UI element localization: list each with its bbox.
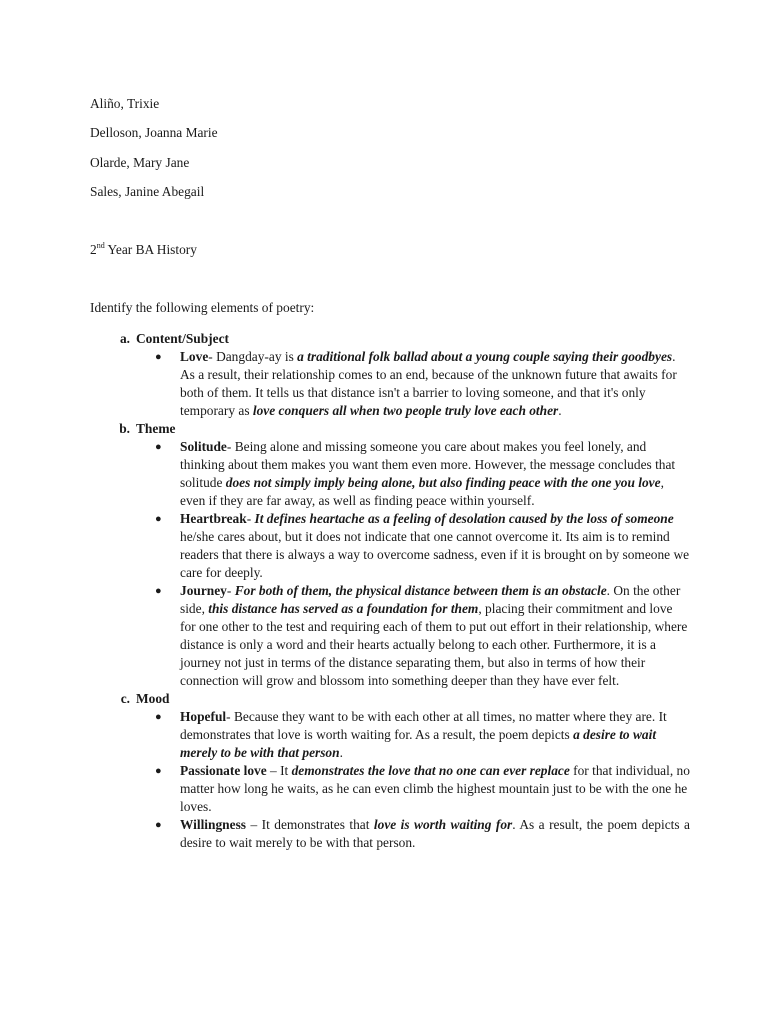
- body-text: -: [246, 511, 255, 526]
- bullet-icon: ●: [155, 585, 162, 597]
- emphasis-text: love is worth waiting for: [373, 817, 513, 832]
- bullet-icon: ●: [155, 765, 162, 777]
- author-name: Sales, Janine Abegail: [90, 184, 205, 200]
- bullet-icon: ●: [155, 441, 162, 453]
- term-label: Journey: [180, 583, 227, 598]
- body-text: .: [558, 403, 562, 418]
- section-title: Content/Subject: [136, 331, 229, 346]
- term-label: Solitude: [180, 439, 227, 454]
- bullet-icon: ●: [155, 711, 162, 723]
- bullet-icon: ●: [155, 513, 162, 525]
- section-heading: [90, 690, 690, 708]
- body-text: – It: [266, 763, 292, 778]
- list-item: [155, 348, 690, 420]
- section-letter: a.: [119, 331, 130, 346]
- bullet-list: [90, 348, 690, 420]
- year-number: 2: [90, 242, 97, 257]
- list-item: [155, 708, 690, 762]
- section-title: Theme: [136, 421, 176, 436]
- emphasis-text: For both of them, the physical distance between them is an obstacle: [234, 583, 607, 598]
- bullet-list: [90, 438, 690, 690]
- emphasis-text: love conquers all when two people truly love each other: [252, 403, 559, 418]
- instruction-text: Identify the following elements of poetry:: [90, 300, 315, 315]
- emphasis-text: demonstrates the love that no one can ever replace: [291, 763, 570, 778]
- poetry-elements-list: [90, 330, 690, 852]
- body-text: , even if they are far away, as well as finding peace within yourself.: [180, 475, 664, 508]
- body-text: – It demonstrates that: [246, 817, 374, 832]
- body-text: - Because they want to be with each other at all times, no matter where they are. It demonstrates that love is worth waiting for. As a result, the poem depicts: [180, 709, 667, 742]
- list-item: [155, 438, 690, 510]
- body-text: . As a result, their relationship comes to an end, because of the unknown future that awaits for both of them. It tells us that distance isn't a barrier to loving someone, and that it's only temporary as: [180, 349, 677, 418]
- year-course: Year BA History: [104, 242, 197, 257]
- emphasis-text: this distance has served as a foundation for them: [208, 601, 479, 616]
- year-level: [90, 241, 197, 258]
- term-label: Willingness: [180, 817, 246, 832]
- list-item: [155, 762, 690, 816]
- body-text: he/she cares about, but it does not indicate that one cannot overcome it. Its aim is to remind readers that there is always a way to overcome sadness, even if it is brought on by someone we care for deeply.: [180, 529, 690, 580]
- year-ordinal-suffix: nd: [96, 241, 105, 250]
- emphasis-text: does not simply imply being alone, but also finding peace with the one you love: [225, 475, 661, 490]
- section-title: Mood: [136, 691, 170, 706]
- emphasis-text: It defines heartache as a feeling of desolation caused by the loss of someone: [254, 511, 674, 526]
- term-label: Hopeful: [180, 709, 227, 724]
- body-text: -: [226, 583, 235, 598]
- list-item: [155, 582, 690, 690]
- bullet-icon: ●: [155, 351, 162, 363]
- author-list: [90, 95, 218, 213]
- bullet-icon: ●: [155, 819, 162, 831]
- term-label: Heartbreak: [180, 511, 247, 526]
- body-text: .: [339, 745, 343, 760]
- emphasis-text: a traditional folk ballad about a young couple saying their goodbyes: [297, 349, 673, 364]
- section-heading: [90, 330, 690, 348]
- author-name: Aliño, Trixie: [90, 96, 160, 111]
- body-text: - Dangday-ay is: [208, 349, 298, 364]
- list-item: [155, 816, 690, 852]
- body-text: . As a result, the poem depicts a desire to wait merely to be with that person.: [180, 817, 690, 850]
- section-heading: [90, 420, 690, 438]
- emphasis-text: a desire to wait merely to be with that person: [180, 727, 657, 760]
- body-text: - Being alone and missing someone you care about makes you feel lonely, and thinking about them makes you want them even more. However, the message concludes that solitude: [180, 439, 676, 490]
- section-letter: b.: [119, 421, 130, 436]
- body-text: , placing their commitment and love for one other to the test and requiring each of them to put out effort in their relationship, where distance is only a word and their hearts actually belong to each other. Furthermore, it is a journey not just in terms of the distance separating them, but also in terms of how their connection will grow and blossom into something deeper than they have ever felt.: [180, 601, 688, 688]
- body-text: for that individual, no matter how long he waits, as he can even climb the highest mountain just to be with the one he loves.: [180, 763, 690, 814]
- list-item: [155, 510, 690, 582]
- author-name: Olarde, Mary Jane: [90, 154, 190, 170]
- section-letter: c.: [120, 691, 130, 706]
- body-text: . On the other side,: [180, 583, 681, 616]
- author-name: Delloson, Joanna Marie: [90, 125, 218, 141]
- term-label: Passionate love: [180, 763, 267, 778]
- term-label: Love: [180, 349, 209, 364]
- bullet-list: [90, 708, 690, 852]
